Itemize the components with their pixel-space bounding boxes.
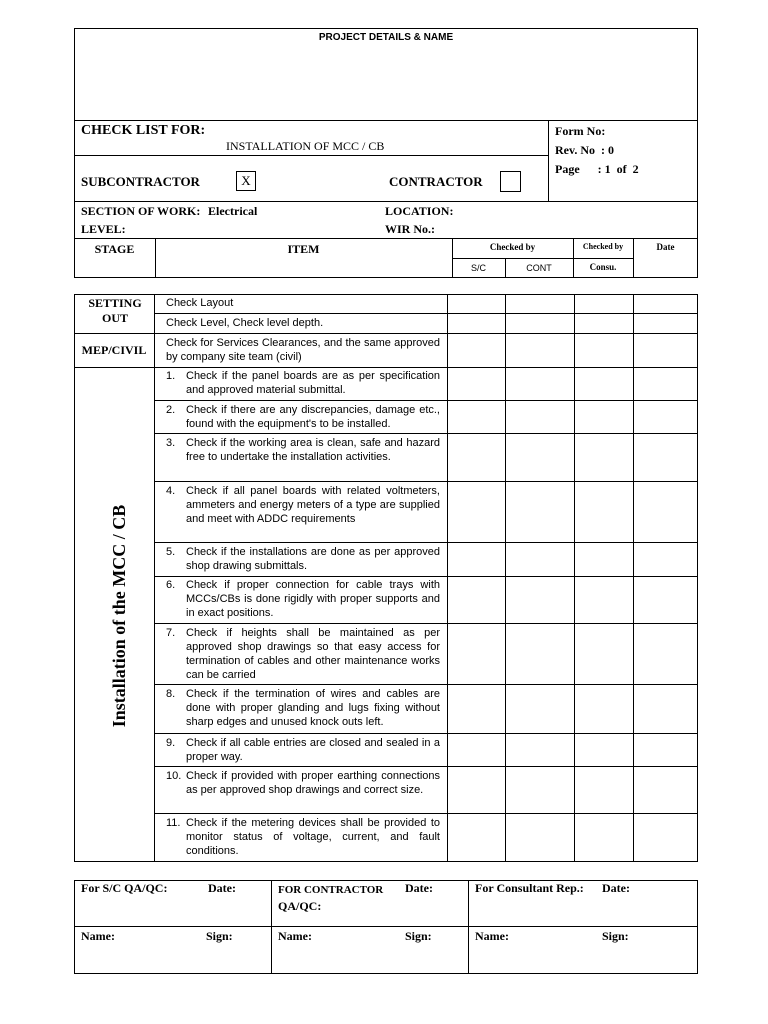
location-label: LOCATION:: [385, 204, 454, 218]
install-item-6: [166, 578, 440, 620]
item-number: 11.: [166, 817, 181, 829]
install-item-3: [166, 436, 440, 464]
item-number: 6.: [166, 579, 176, 591]
wir-label: WIR No.:: [385, 222, 435, 236]
divider: [154, 766, 698, 767]
section-of-work-value: Electrical: [208, 204, 258, 218]
item-text: Check if all panel boards with related voltmeters, ammeters and energy meters of a type are supplied and meet with ADDC requirements: [186, 485, 440, 525]
install-item-2: [166, 403, 440, 431]
divider: [548, 120, 549, 202]
install-item-1: [166, 369, 440, 397]
divider: [74, 926, 698, 927]
column-date: Date: [656, 242, 675, 252]
item-text: Check if proper connection for cable trays with MCCs/CBs is done rigidly with proper supports and in exact positions.: [186, 579, 440, 619]
install-item-10: [166, 769, 440, 797]
divider: [74, 155, 548, 156]
item-number: 8.: [166, 688, 176, 700]
divider: [633, 294, 634, 862]
divider: [154, 313, 698, 314]
item-number: 5.: [166, 546, 176, 558]
form-no: Form No:: [555, 124, 606, 138]
column-checked-by: Checked by: [489, 242, 536, 252]
divider: [154, 733, 698, 734]
subcontractor-mark: X: [241, 173, 251, 188]
divider: [74, 201, 698, 202]
divider: [154, 623, 698, 624]
checklist-subject: INSTALLATION OF MCC / CB: [226, 139, 385, 153]
consultant-sign-label: Sign:: [602, 929, 629, 943]
item-text: Check if the working area is clean, safe and hazard free to undertake the installation activities.: [186, 437, 440, 463]
item-services-clearances: Check for Services Clearances, and the same approved by company site team (civil): [166, 337, 440, 363]
divider: [468, 880, 469, 974]
column-stage: STAGE: [94, 242, 135, 256]
sc-qaqc-label: For S/C QA/QC:: [81, 881, 168, 895]
divider: [574, 294, 575, 862]
install-item-9: [166, 736, 440, 764]
item-text: Check if the installations are done as per approved shop drawing submittals.: [186, 546, 440, 572]
stage-mep-civil: MEP/CIVIL: [81, 343, 147, 357]
divider: [154, 400, 698, 401]
consultant-label: For Consultant Rep.:: [475, 881, 584, 895]
item-number: 4.: [166, 485, 176, 497]
divider: [154, 481, 698, 482]
item-check-level: Check Level, Check level depth.: [166, 317, 324, 329]
item-check-layout: Check Layout: [166, 297, 234, 309]
stage-installation: Installation of the MCC / CB: [109, 504, 129, 728]
consultant-name-label: Name:: [475, 929, 509, 943]
divider: [154, 542, 698, 543]
item-number: 7.: [166, 627, 176, 639]
divider: [447, 294, 448, 862]
project-title: PROJECT DETAILS & NAME: [318, 32, 454, 43]
item-text: Check if all cable entries are closed and sealed in a proper way.: [186, 737, 440, 763]
divider: [452, 258, 633, 259]
item-text: Check if there are any discrepancies, damage etc., found with the equipment's to be installed.: [186, 404, 440, 430]
column-sc: S/C: [470, 263, 486, 273]
contractor-date-label: Date:: [405, 881, 433, 895]
column-item: ITEM: [287, 242, 320, 256]
level-label: LEVEL:: [81, 222, 126, 236]
section-of-work-label: SECTION OF WORK:: [81, 204, 201, 218]
divider: [154, 433, 698, 434]
contractor-sign-label: Sign:: [405, 929, 432, 943]
consultant-date-label: Date:: [602, 881, 630, 895]
page-number: Page : 1 of 2: [555, 162, 639, 176]
column-consu: Consu.: [589, 262, 617, 272]
divider: [154, 813, 698, 814]
sc-name-label: Name:: [81, 929, 115, 943]
item-text: Check if the termination of wires and cables are done with proper glanding and lugs fixing without sharp edges and unused knock outs left.: [186, 688, 440, 728]
contractor-qaqc-line2: QA/QC:: [278, 899, 322, 913]
item-number: 1.: [166, 370, 176, 382]
item-number: 3.: [166, 437, 176, 449]
sc-sign-label: Sign:: [206, 929, 233, 943]
divider: [74, 120, 698, 121]
divider: [271, 880, 272, 974]
install-item-4: [166, 484, 440, 526]
install-item-8: [166, 687, 440, 729]
divider: [154, 294, 155, 862]
item-number: 10.: [166, 770, 182, 782]
subcontractor-label: SUBCONTRACTOR: [81, 174, 200, 189]
rev-no: Rev. No : 0: [555, 143, 614, 157]
item-text: Check if the metering devices shall be provided to monitor status of voltage, current, and fault conditions.: [186, 817, 440, 857]
install-item-11: [166, 816, 440, 858]
item-text: Check if heights shall be maintained as per approved shop drawings so that easy access for termination of cables and other maintenance works can be carried: [186, 627, 440, 681]
contractor-label: CONTRACTOR: [389, 174, 483, 189]
divider: [505, 294, 506, 862]
column-cont: CONT: [526, 263, 552, 273]
divider: [154, 576, 698, 577]
column-checked-by-consultant: Checked by: [582, 242, 624, 251]
install-item-7: [166, 626, 440, 682]
contractor-qaqc-line1: FOR CONTRACTOR: [278, 884, 384, 896]
divider: [74, 238, 698, 239]
contractor-checkbox[interactable]: [500, 171, 521, 192]
item-number: 9.: [166, 737, 176, 749]
divider: [154, 684, 698, 685]
divider: [74, 333, 698, 334]
divider: [74, 367, 698, 368]
stage-setting-out: SETTING OUT: [88, 296, 142, 325]
contractor-qaqc-label: [278, 881, 383, 914]
item-text: Check if the panel boards are as per specification and approved material submittal.: [186, 370, 440, 396]
checklist-label: CHECK LIST FOR:: [81, 123, 206, 138]
install-item-5: [166, 545, 440, 573]
item-number: 2.: [166, 404, 176, 416]
subcontractor-checkbox[interactable]: [236, 171, 256, 191]
item-text: Check if provided with proper earthing connections as per approved shop drawings and correct size.: [186, 770, 440, 796]
sc-date-label: Date:: [208, 881, 236, 895]
contractor-name-label: Name:: [278, 929, 312, 943]
